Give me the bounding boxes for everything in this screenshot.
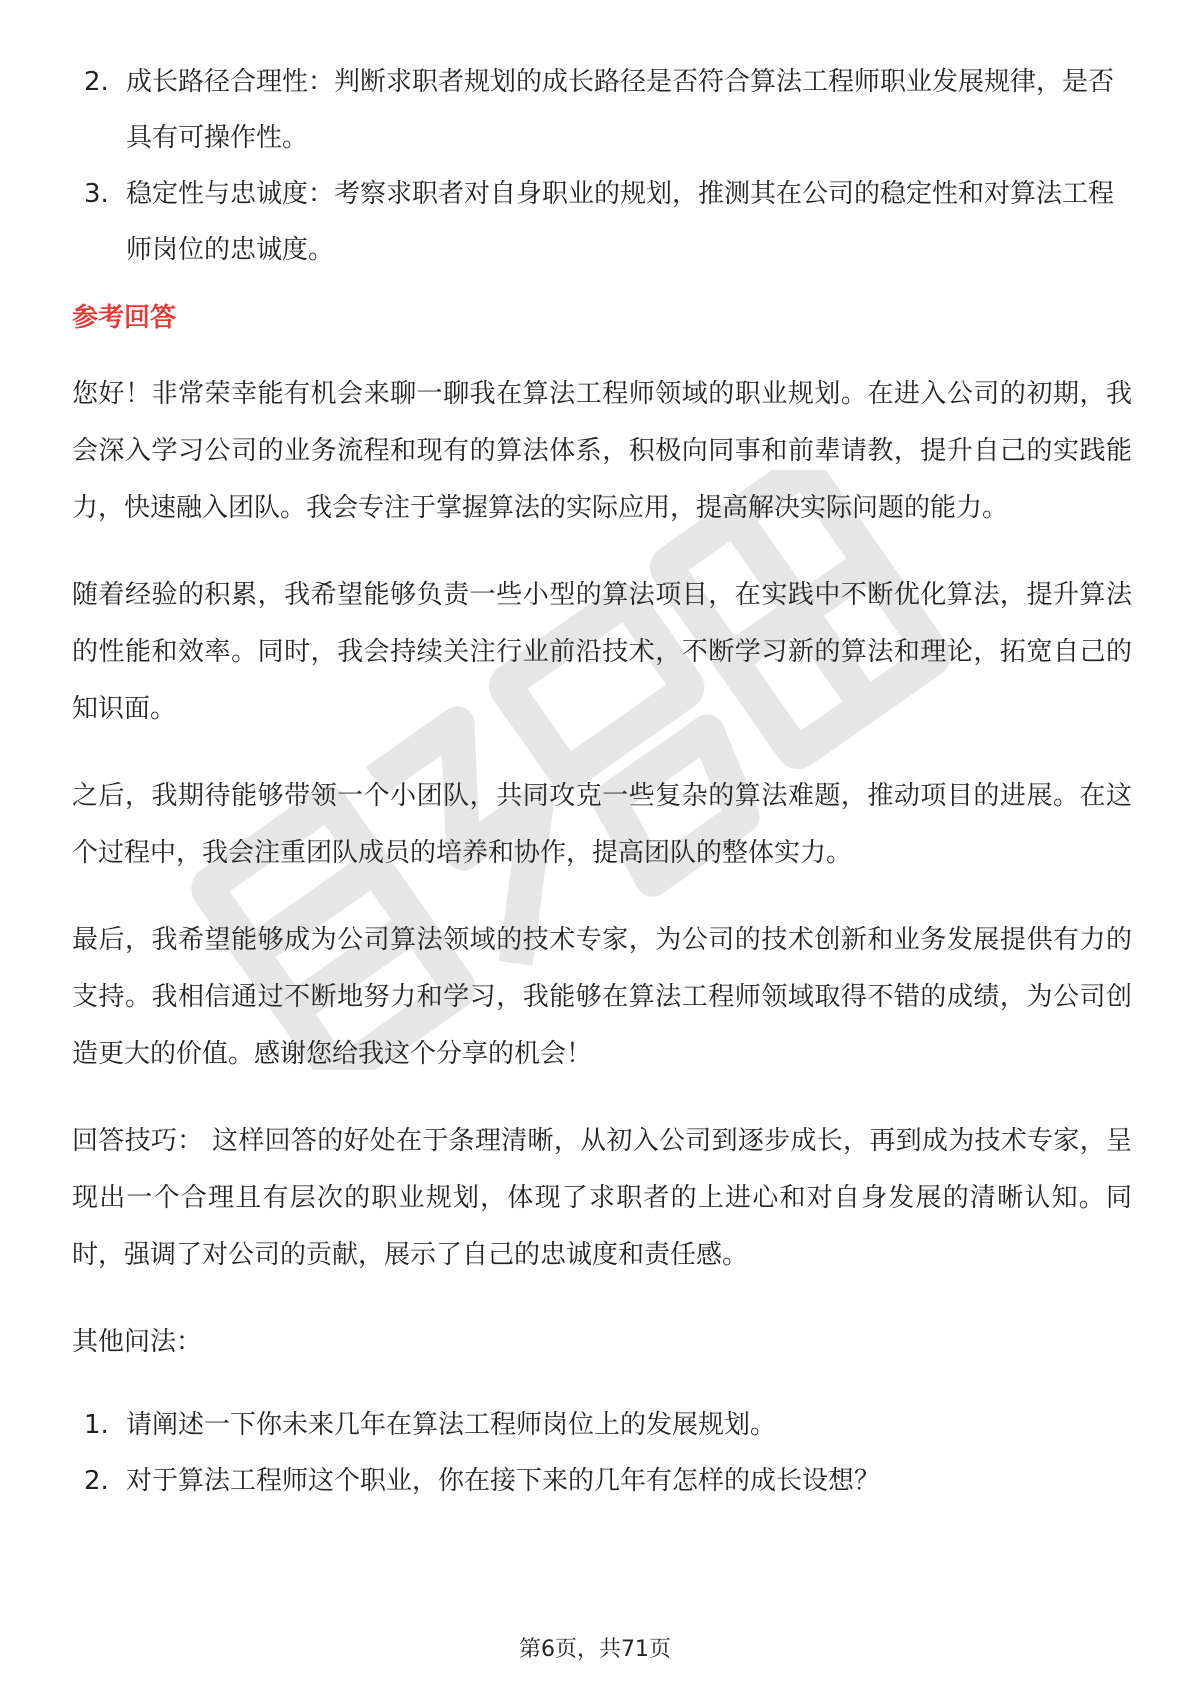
answer-paragraph: 之后，我期待能够带领一个小团队，共同攻克一些复杂的算法难题，推动项目的进展。在这个过程中，我会注重团队成员的培养和协作，提高团队的整体实力。 <box>72 781 1132 868</box>
list-number: 1. <box>84 1410 109 1440</box>
page-content <box>72 54 1132 1509</box>
list-number: 2. <box>84 1466 109 1496</box>
list-item <box>72 54 1132 166</box>
answer-paragraph: 最后，我希望能够成为公司算法领域的技术专家，为公司的技术创新和业务发展提供有力的支持。我相信通过不断地努力和学习，我能够在算法工程师领域取得不错的成绩，为公司创造更大的价值。感谢您给我这个分享的机会！ <box>72 925 1132 1069</box>
list-item <box>72 166 1132 278</box>
page-number-footer: 第6页，共71页 <box>519 1637 671 1662</box>
list-item <box>72 1397 1132 1453</box>
list-item <box>72 1453 1132 1509</box>
list-text: 对于算法工程师这个职业，你在接下来的几年有怎样的成长设想？ <box>126 1466 881 1496</box>
list-text: 请阐述一下你未来几年在算法工程师岗位上的发展规划。 <box>126 1410 777 1440</box>
list-text: 成长路径合理性：判断求职者规划的成长路径是否符合算法工程师职业发展规律，是否具有可操作性。 <box>126 67 1115 153</box>
list-number: 3. <box>84 179 109 209</box>
section-heading: 参考回答 <box>72 303 177 333</box>
other-questions-label: 其他问法： <box>72 1327 203 1357</box>
evaluation-points-list <box>72 54 1132 278</box>
tips-paragraph: 回答技巧： 这样回答的好处在于条理清晰，从初入公司到逐步成长，再到成为技术专家，呈现出一个合理且有层次的职业规划，体现了求职者的上进心和对自身发展的清晰认知。同时，强调了对公司的贡献，展示了自己的忠诚度和责任感。 <box>72 1126 1132 1270</box>
list-number: 2. <box>84 67 109 97</box>
list-text: 稳定性与忠诚度：考察求职者对自身职业的规划，推测其在公司的稳定性和对算法工程师岗位的忠诚度。 <box>126 179 1115 265</box>
other-questions-list <box>72 1397 1132 1509</box>
answer-paragraph: 您好！非常荣幸能有机会来聊一聊我在算法工程师领域的职业规划。在进入公司的初期，我会深入学习公司的业务流程和现有的算法体系，积极向同事和前辈请教，提升自己的实践能力，快速融入团队。我会专注于掌握算法的实际应用，提高解决实际问题的能力。 <box>72 379 1132 523</box>
answer-paragraph: 随着经验的积累，我希望能够负责一些小型的算法项目，在实践中不断优化算法，提升算法的性能和效率。同时，我会持续关注行业前沿技术，不断学习新的算法和理论，拓宽自己的知识面。 <box>72 580 1132 724</box>
